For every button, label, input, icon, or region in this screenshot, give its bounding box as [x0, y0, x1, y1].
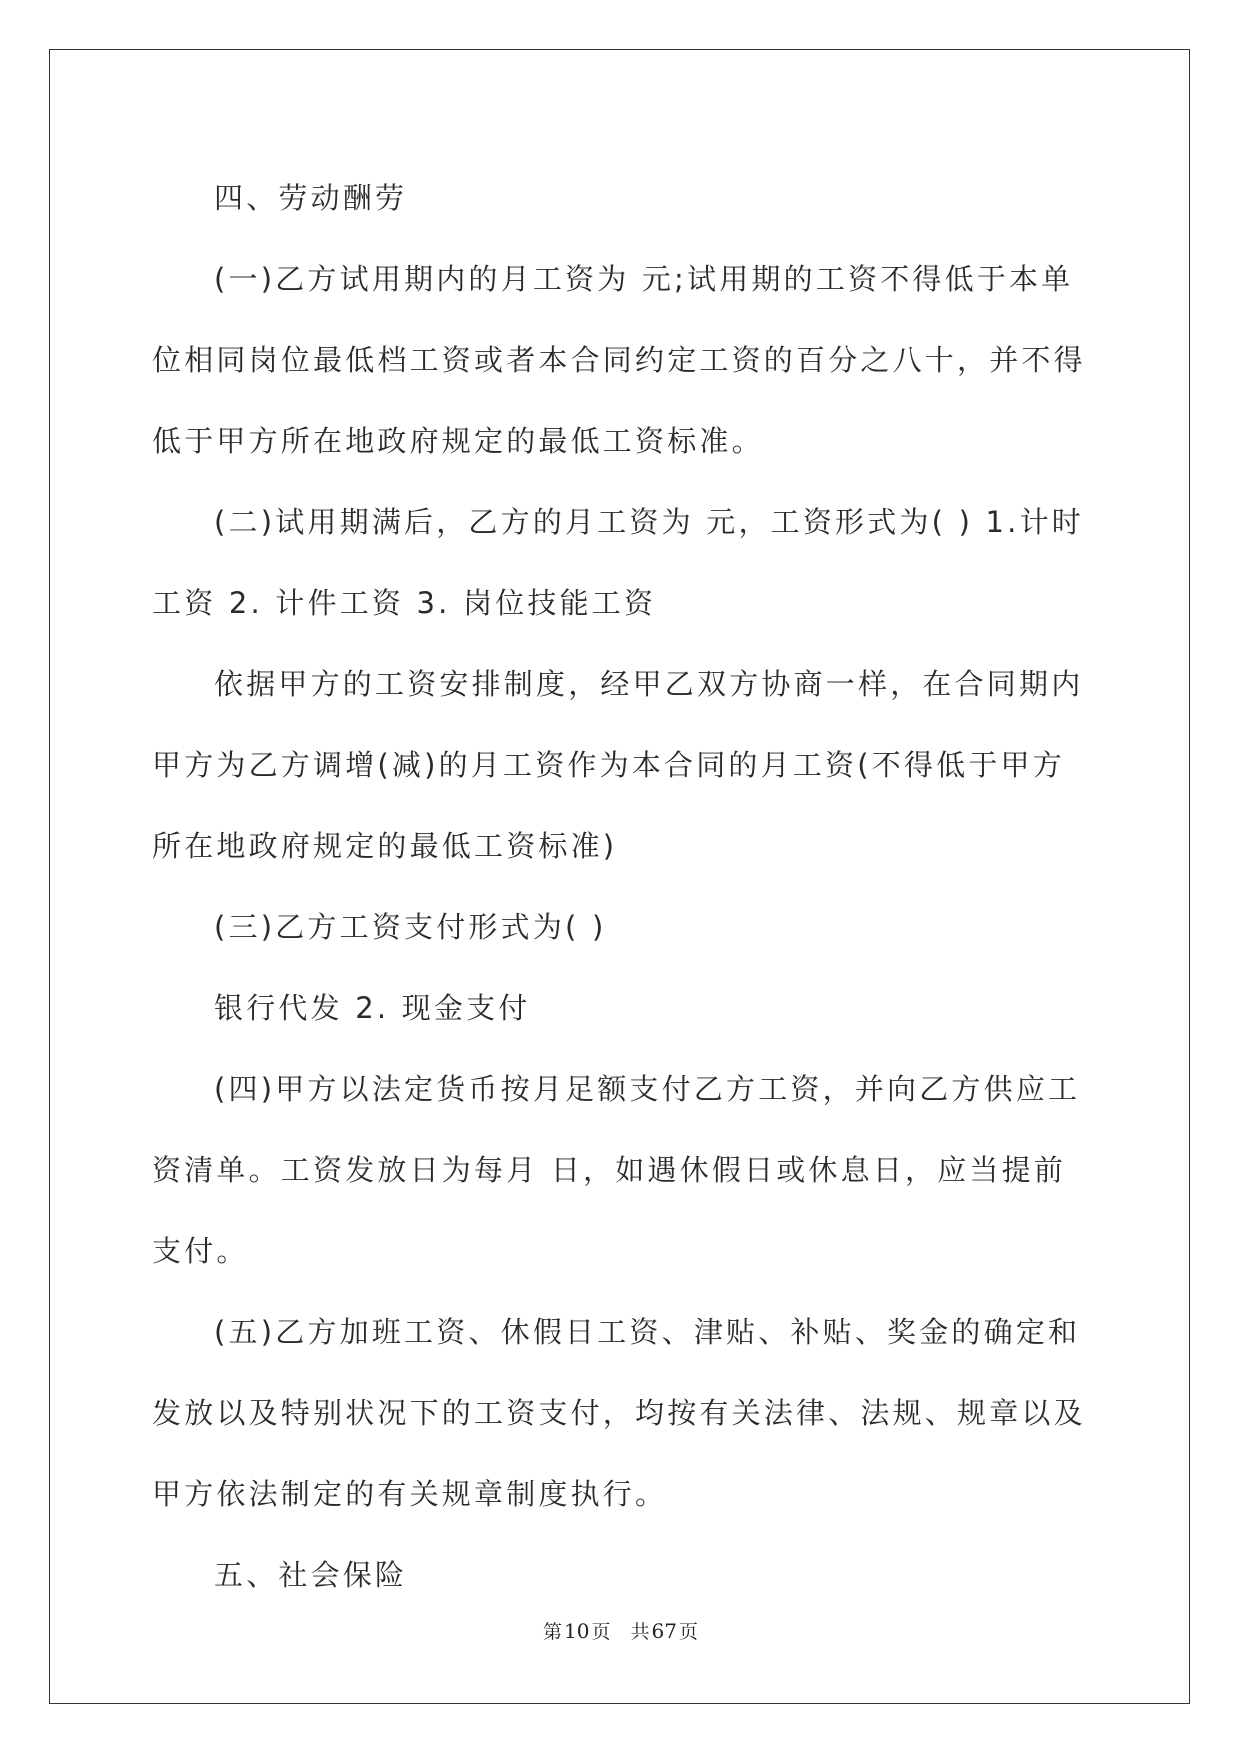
page-suffix: 页 [591, 1621, 611, 1643]
paragraph-overtime-allowances: (五)乙方加班工资、休假日工资、津贴、补贴、奖金的确定和发放以及特别状况下的工资支付，均按有关法律、法规、规章以及甲方依法制定的有关规章制度执行。 [152, 1315, 1086, 1511]
paragraph-payment-schedule: (四)甲方以法定货币按月足额支付乙方工资，并向乙方供应工资清单。工资发放日为每月 日，如遇休假日或休息日，应当提前支付。 [152, 1072, 1081, 1268]
total-prefix: 共 [630, 1621, 650, 1643]
page-prefix: 第 [543, 1621, 563, 1643]
section-heading-social-insurance: 五、社会保险 [214, 1558, 408, 1592]
paragraph-wage-adjustment: 依据甲方的工资安排制度，经甲乙双方协商一样，在合同期内甲方为乙方调增(减)的月工资作为本合同的月工资(不得低于甲方所在地政府规定的最低工资标准) [152, 667, 1084, 863]
paragraph-payment-options: 银行代发 2. 现金支付 [214, 991, 531, 1025]
section-heading-labor-pay: 四、劳动酬劳 [214, 181, 408, 215]
paragraph-probation-wage: (一)乙方试用期内的月工资为 元;试用期的工资不得低于本单位相同岗位最低档工资或者本合同约定工资的百分之八十，并不得低于甲方所在地政府规定的最低工资标准。 [152, 262, 1086, 458]
page-number: 10 [564, 1619, 590, 1643]
total-suffix: 页 [678, 1621, 698, 1643]
page-footer [0, 1617, 1241, 1644]
paragraph-payment-method: (三)乙方工资支付形式为( ) [214, 910, 607, 944]
paragraph-post-probation-wage: (二)试用期满后，乙方的月工资为 元，工资形式为( ) 1.计时工资 2. 计件工资 3. 岗位技能工资 [152, 505, 1084, 620]
document-body [152, 158, 1092, 1616]
total-pages: 67 [651, 1619, 677, 1643]
